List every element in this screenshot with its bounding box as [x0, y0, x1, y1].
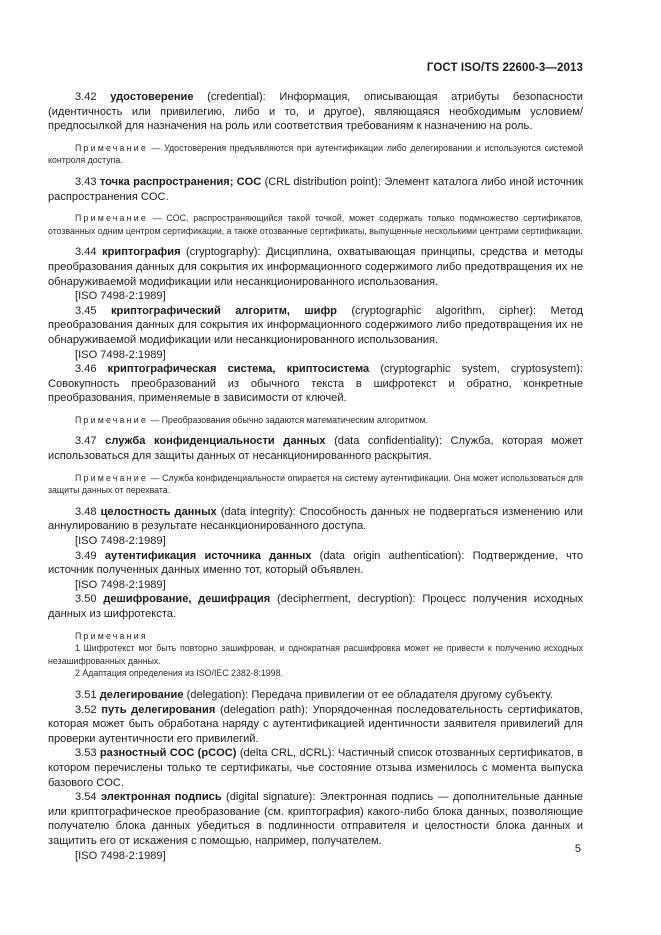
note-text: — Служба конфиденциальности опирается на систему аутентификации. Она может использоваться для защиты данных от перехвата.	[48, 472, 583, 496]
document-body	[48, 90, 583, 863]
term-definition: (digital signature): Электронная подпись — дополнительные данные или криптографическое преобразование (см. криптография) какого-либо блока данных, позволяющие получателю блока данных убедиться в подлинности отправителя и целостности блока данных и защитить его от искажения с помощью, например, получателем.	[48, 791, 583, 847]
term-number: 3.47	[75, 435, 97, 448]
note-3-46	[48, 414, 583, 427]
term-3-53	[48, 746, 583, 790]
term-title: разностный COC (pCOC)	[99, 747, 237, 760]
term-definition: (delegation path): Упорядоченная последовательность сертификатов, которая может быть обработана наряду с аутентификацией идентичности заявителя привилегий для проверки аутентичности его привилегий.	[48, 703, 583, 745]
term-3-43	[48, 175, 583, 204]
term-title: делегирование	[99, 688, 184, 701]
note-label: Примечание	[75, 472, 148, 483]
term-title: удостоверение	[110, 91, 194, 103]
term-3-44	[48, 245, 583, 289]
term-definition: (credential): Информация, описывающая атрибуты безопасности (идентичность или привилегию, либо и то, и другое), являющаяся необходимым условием/предпосылкой для назначения на роль или соответствия требованиям к назначению на роль.	[48, 91, 583, 133]
term-number: 3.44	[75, 246, 97, 259]
document-header: ГОСТ ISO/TS 22600-3—2013	[426, 62, 583, 74]
note-3-50-2: 2 Адаптация определения из ISO/IEC 2382-8:1998.	[75, 668, 283, 679]
note-text: — Преобразования обычно задаются математическим алгоритмом.	[147, 414, 429, 425]
note-3-47	[48, 472, 583, 497]
term-title: криптографическая система, криптосистема	[107, 363, 370, 376]
term-number: 3.51	[75, 688, 97, 701]
note-text: — Удостоверения предъявляются при аутентификации либо делегировании и используются системой контроля доступа.	[48, 142, 583, 166]
term-definition: (cryptography): Дисциплина, охватывающая принципы, средства и методы преобразования данных для сокрытия их информационного содержимого либо предотвращения их не обнаруживаемой модификации или несанкционированного использования.	[48, 246, 583, 288]
reference-3-48: [ISO 7498-2:1989]	[75, 535, 166, 548]
term-3-52	[48, 703, 583, 747]
term-3-47	[48, 434, 583, 463]
term-title: криптография	[102, 246, 181, 259]
term-3-46	[48, 362, 583, 406]
term-definition: (cryptographic system, cryptosystem): Совокупность преобразований из обычного текста в шифротекст и обратно, конкретные преобразования, применяемые в зависимости от ключей.	[48, 363, 584, 405]
term-title: дешифрование, дешифрация	[103, 593, 271, 606]
term-3-48	[48, 505, 583, 534]
term-definition: (decipherment, decryption): Процесс получения исходных данных из шифротекста.	[48, 593, 583, 620]
term-definition: (data origin authentication): Подтверждение, что источник полученных данных именно тот, который объявлен.	[48, 549, 584, 577]
note-text: — COC, распространяющийся такой точкой, может содержать только подмножество сертификатов, отозванных одним центром сертификации, а также отозванные сертификаты, выпущенные несколькими центрами сертификации.	[48, 213, 583, 236]
term-number: 3.52	[75, 703, 97, 716]
term-title: служба конфиденциальности данных	[105, 435, 326, 448]
term-title: целостность данных	[100, 505, 217, 518]
term-definition: (cryptographic algorithm, cipher): Метод преобразования данных для сокрытия их информационного содержимого либо предотвращения их не обнаруживаемой модификации или несанкционированного использования.	[48, 304, 583, 346]
page-number: 5	[574, 843, 581, 855]
note-label: Примечание	[75, 213, 148, 224]
term-definition: (CRL distribution point): Элемент каталога либо иной источник распространения COC.	[48, 175, 583, 203]
term-definition: (delta CRL, dCRL): Частичный список отозванных сертификатов, в котором перечислены только те сертификаты, чье состояние отзыва изменилось с момента выпуска базового COC.	[48, 747, 583, 789]
term-title: точка распространения; COC	[99, 175, 262, 188]
term-number: 3.45	[75, 304, 97, 317]
note-3-43	[48, 212, 583, 237]
term-3-54	[48, 790, 583, 848]
note-label: Примечание	[75, 142, 148, 153]
term-3-49	[48, 549, 583, 578]
term-number: 3.48	[75, 505, 97, 518]
term-number: 3.43	[75, 175, 97, 188]
note-3-50-1: 1 Шифротекст мог быть повторно зашифрован, и однократная расшифровка может не привести к получению исходных незашифрованных данных.	[48, 643, 583, 666]
term-number: 3.42	[75, 91, 97, 103]
term-definition: (data integrity): Способность данных не подвергаться изменению или аннулированию в результате несанкционированного доступа.	[48, 505, 583, 533]
note-3-42	[48, 142, 583, 167]
term-3-45	[48, 304, 583, 348]
term-3-50	[48, 592, 583, 621]
term-title: криптографический алгоритм, шифр	[110, 304, 337, 317]
reference-3-49: [ISO 7498-2:1989]	[75, 578, 166, 591]
reference-3-54: [ISO 7498-2:1989]	[75, 849, 166, 862]
term-3-51	[48, 688, 583, 703]
term-number: 3.49	[75, 549, 97, 562]
reference-3-44: [ISO 7498-2:1989]	[75, 290, 166, 303]
term-definition: (delegation): Передача привилегии от ее обладателя другому субъекту.	[183, 688, 553, 701]
term-number: 3.50	[75, 593, 97, 606]
notes-title: Примечания	[75, 630, 148, 641]
term-3-42	[48, 90, 583, 134]
term-title: электронная подпись	[100, 791, 222, 804]
term-number: 3.46	[75, 363, 97, 376]
note-label: Примечание	[75, 414, 148, 425]
term-title: путь делегирования	[101, 703, 216, 716]
term-title: аутентификация источника данных	[104, 549, 312, 562]
reference-3-45: [ISO 7498-2:1989]	[75, 348, 166, 361]
term-number: 3.54	[75, 791, 97, 804]
term-number: 3.53	[75, 747, 97, 760]
term-definition: (data confidentiality): Служба, которая может использоваться для защиты данных от несанкционированного раскрытия.	[48, 435, 583, 463]
